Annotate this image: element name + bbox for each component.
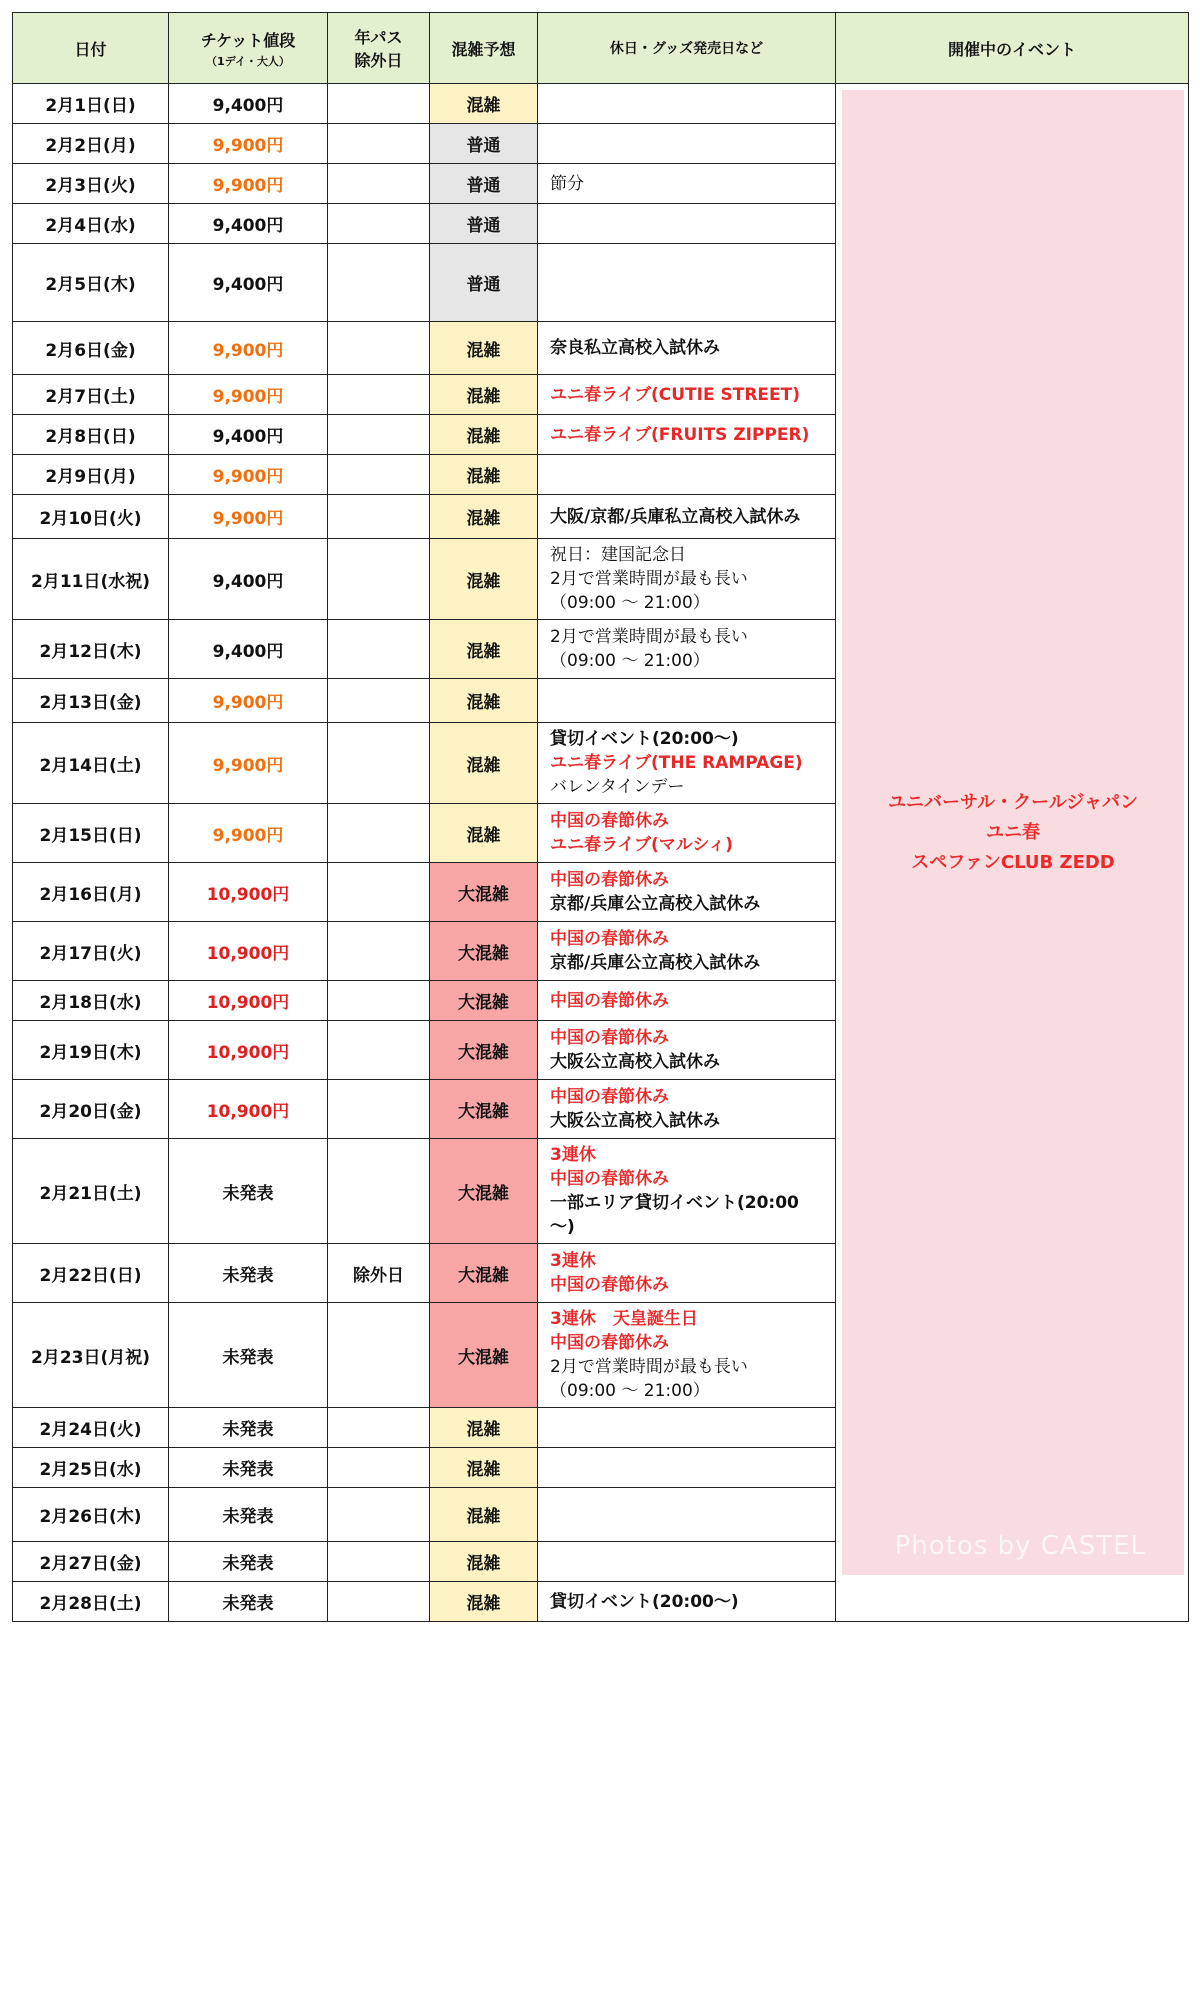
congestion-cell: 混雑 (430, 84, 538, 124)
annual-pass-cell (328, 1021, 430, 1080)
annual-pass-cell (328, 539, 430, 620)
congestion-cell: 大混雑 (430, 863, 538, 922)
holiday-notes-cell (538, 124, 836, 164)
price-cell: 10,900円 (169, 981, 328, 1021)
date-cell: 2月26日(木) (13, 1488, 169, 1542)
holiday-notes-cell (538, 1303, 836, 1408)
price-cell: 9,400円 (169, 204, 328, 244)
price-cell: 9,900円 (169, 164, 328, 204)
holiday-note: 3連休 天皇誕生日 (550, 1309, 698, 1329)
date-cell: 2月9日(月) (13, 455, 169, 495)
holiday-note: 中国の春節休み (550, 1275, 669, 1295)
holiday-note: 2月で営業時間が最も長い (550, 569, 748, 589)
holiday-notes-cell (538, 620, 836, 679)
price-cell: 9,900円 (169, 495, 328, 539)
price-cell: 10,900円 (169, 922, 328, 981)
header-row (13, 13, 1189, 84)
price-cell: 未発表 (169, 1582, 328, 1622)
date-cell: 2月7日(土) (13, 375, 169, 415)
congestion-cell: 混雑 (430, 1488, 538, 1542)
annual-pass-cell (328, 322, 430, 375)
price-cell: 9,900円 (169, 322, 328, 375)
annual-pass-cell (328, 1488, 430, 1542)
holiday-notes-cell (538, 164, 836, 204)
congestion-cell: 混雑 (430, 1542, 538, 1582)
annual-pass-cell (328, 1080, 430, 1139)
holiday-note: 大阪/京都/兵庫私立高校入試休み (550, 506, 801, 527)
congestion-cell: 大混雑 (430, 922, 538, 981)
holiday-note: 中国の春節休み (550, 1169, 669, 1189)
annual-pass-cell (328, 679, 430, 723)
holiday-note: 中国の春節休み (550, 1028, 669, 1048)
price-cell: 10,900円 (169, 1080, 328, 1139)
holiday-note: 大阪公立高校入試休み (550, 1052, 720, 1072)
price-cell: 9,900円 (169, 723, 328, 804)
annual-pass-cell: 除外日 (328, 1244, 430, 1303)
annual-pass-cell (328, 863, 430, 922)
price-cell: 未発表 (169, 1303, 328, 1408)
annual-pass-cell (328, 455, 430, 495)
header-price-label: チケット値段 (200, 30, 296, 50)
date-cell: 2月1日(日) (13, 84, 169, 124)
congestion-cell: 混雑 (430, 620, 538, 679)
date-cell: 2月28日(土) (13, 1582, 169, 1622)
date-cell: 2月18日(水) (13, 981, 169, 1021)
congestion-cell: 混雑 (430, 539, 538, 620)
holiday-note: 祝日：建国記念日 (550, 545, 686, 565)
congestion-cell: 大混雑 (430, 1244, 538, 1303)
holiday-notes-cell (538, 981, 836, 1021)
event-line: ユニ春 (986, 821, 1040, 843)
holiday-note: 中国の春節休み (550, 929, 669, 949)
price-cell: 未発表 (169, 1244, 328, 1303)
holiday-notes-cell (538, 804, 836, 863)
date-cell: 2月14日(土) (13, 723, 169, 804)
holiday-notes-cell (538, 244, 836, 322)
holiday-note: 中国の春節休み (550, 1333, 669, 1353)
date-cell: 2月10日(火) (13, 495, 169, 539)
congestion-cell: 大混雑 (430, 1021, 538, 1080)
annual-pass-cell (328, 981, 430, 1021)
holiday-notes-cell (538, 1139, 836, 1244)
annual-pass-cell (328, 1303, 430, 1408)
annual-pass-cell (328, 375, 430, 415)
congestion-cell: 混雑 (430, 375, 538, 415)
date-cell: 2月19日(木) (13, 1021, 169, 1080)
price-cell: 未発表 (169, 1448, 328, 1488)
table-row (13, 84, 1189, 124)
annual-pass-cell (328, 164, 430, 204)
event-line: スペファンCLUB ZEDD (911, 851, 1115, 873)
congestion-cell: 混雑 (430, 322, 538, 375)
date-cell: 2月21日(土) (13, 1139, 169, 1244)
congestion-cell: 混雑 (430, 495, 538, 539)
holiday-note: （09:00 ～ 21:00） (550, 1381, 710, 1401)
holiday-note: 中国の春節休み (550, 870, 669, 890)
date-cell: 2月2日(月) (13, 124, 169, 164)
holiday-note: ユニ春ライブ(THE RAMPAGE) (550, 753, 803, 773)
holiday-note: 節分 (550, 173, 584, 194)
date-cell: 2月24日(火) (13, 1408, 169, 1448)
congestion-cell: 普通 (430, 204, 538, 244)
congestion-cell: 混雑 (430, 679, 538, 723)
annual-pass-cell (328, 922, 430, 981)
annual-pass-cell (328, 1408, 430, 1448)
price-cell: 未発表 (169, 1408, 328, 1448)
date-cell: 2月17日(火) (13, 922, 169, 981)
congestion-cell: 普通 (430, 244, 538, 322)
header-holidays: 休日・グッズ発売日など (538, 13, 836, 84)
price-cell: 9,400円 (169, 620, 328, 679)
calendar-wrapper (12, 12, 1188, 1622)
holiday-note: 2月で営業時間が最も長い (550, 627, 748, 647)
holiday-notes-cell (538, 1448, 836, 1488)
price-cell: 10,900円 (169, 1021, 328, 1080)
holiday-note: 中国の春節休み (550, 811, 669, 831)
price-cell: 10,900円 (169, 863, 328, 922)
date-cell: 2月11日(水祝) (13, 539, 169, 620)
congestion-cell: 大混雑 (430, 981, 538, 1021)
annual-pass-cell (328, 1448, 430, 1488)
date-cell: 2月6日(金) (13, 322, 169, 375)
congestion-cell: 混雑 (430, 1448, 538, 1488)
date-cell: 2月20日(金) (13, 1080, 169, 1139)
holiday-note: 中国の春節休み (550, 990, 669, 1011)
header-date: 日付 (13, 13, 169, 84)
header-annual-pass (328, 13, 430, 84)
holiday-note: 3連休 (550, 1145, 596, 1165)
annual-pass-cell (328, 620, 430, 679)
congestion-cell: 大混雑 (430, 1139, 538, 1244)
date-cell: 2月13日(金) (13, 679, 169, 723)
holiday-note: 貸切イベント(20:00～) (550, 729, 739, 749)
congestion-cell: 大混雑 (430, 1303, 538, 1408)
holiday-notes-cell (538, 1021, 836, 1080)
holiday-note: 大阪公立高校入試休み (550, 1111, 720, 1131)
date-cell: 2月8日(日) (13, 415, 169, 455)
price-cell: 未発表 (169, 1488, 328, 1542)
holiday-notes-cell (538, 204, 836, 244)
holiday-notes-cell (538, 1542, 836, 1582)
calendar-body (13, 84, 1189, 1622)
annual-pass-cell (328, 1139, 430, 1244)
holiday-note: 貸切イベント(20:00～) (550, 1591, 739, 1612)
holiday-note: 京都/兵庫公立高校入試休み (550, 953, 761, 973)
date-cell: 2月22日(日) (13, 1244, 169, 1303)
holiday-notes-cell (538, 863, 836, 922)
header-congestion: 混雑予想 (430, 13, 538, 84)
annual-pass-cell (328, 495, 430, 539)
annual-pass-cell (328, 204, 430, 244)
congestion-cell: 混雑 (430, 1408, 538, 1448)
holiday-notes-cell (538, 1080, 836, 1139)
price-cell: 未発表 (169, 1139, 328, 1244)
congestion-cell: 普通 (430, 164, 538, 204)
holiday-notes-cell (538, 1408, 836, 1448)
annual-pass-cell (328, 1542, 430, 1582)
holiday-notes-cell (538, 415, 836, 455)
annual-pass-cell (328, 415, 430, 455)
header-annual-pass-line2: 除外日 (354, 51, 403, 70)
holiday-notes-cell (538, 84, 836, 124)
date-cell: 2月15日(日) (13, 804, 169, 863)
holiday-notes-cell (538, 495, 836, 539)
holiday-notes-cell (538, 679, 836, 723)
date-cell: 2月16日(月) (13, 863, 169, 922)
header-price-sub: （1デイ・大人） (206, 54, 290, 68)
date-cell: 2月12日(木) (13, 620, 169, 679)
annual-pass-cell (328, 723, 430, 804)
annual-pass-cell (328, 124, 430, 164)
congestion-cell: 混雑 (430, 804, 538, 863)
annual-pass-cell (328, 84, 430, 124)
annual-pass-cell (328, 804, 430, 863)
holiday-note: 2月で営業時間が最も長い (550, 1357, 748, 1377)
congestion-cell: 混雑 (430, 455, 538, 495)
congestion-cell: 混雑 (430, 723, 538, 804)
holiday-note: 一部エリア貸切イベント(20:00～) (550, 1193, 799, 1237)
price-cell: 9,400円 (169, 84, 328, 124)
price-cell: 9,900円 (169, 679, 328, 723)
congestion-cell: 混雑 (430, 415, 538, 455)
congestion-calendar-table (12, 12, 1189, 1622)
holiday-notes-cell (538, 1244, 836, 1303)
price-cell: 9,900円 (169, 124, 328, 164)
date-cell: 2月27日(金) (13, 1542, 169, 1582)
holiday-note: ユニ春ライブ(FRUITS ZIPPER) (550, 424, 810, 445)
date-cell: 2月25日(水) (13, 1448, 169, 1488)
congestion-cell: 混雑 (430, 1582, 538, 1622)
holiday-note: バレンタインデー (550, 777, 685, 797)
events-cell (836, 84, 1189, 1622)
holiday-notes-cell (538, 1488, 836, 1542)
holiday-note: 中国の春節休み (550, 1087, 669, 1107)
price-cell: 9,400円 (169, 244, 328, 322)
holiday-notes-cell (538, 922, 836, 981)
holiday-note: 3連休 (550, 1251, 596, 1271)
header-price (169, 13, 328, 84)
holiday-note: （09:00 ～ 21:00） (550, 593, 710, 613)
annual-pass-cell (328, 244, 430, 322)
price-cell: 9,900円 (169, 375, 328, 415)
price-cell: 9,900円 (169, 455, 328, 495)
price-cell: 9,400円 (169, 539, 328, 620)
holiday-notes-cell (538, 375, 836, 415)
photo-credit-watermark: Photos by CASTEL (894, 1531, 1146, 1561)
congestion-cell: 大混雑 (430, 1080, 538, 1139)
date-cell: 2月3日(火) (13, 164, 169, 204)
holiday-note: ユニ春ライブ(CUTIE STREET) (550, 384, 801, 405)
holiday-note: （09:00 ～ 21:00） (550, 651, 710, 671)
holiday-note: 奈良私立高校入試休み (550, 338, 720, 358)
holiday-notes-cell (538, 539, 836, 620)
price-cell: 未発表 (169, 1542, 328, 1582)
date-cell: 2月5日(木) (13, 244, 169, 322)
header-annual-pass-line1: 年パス (354, 28, 403, 47)
header-events: 開催中のイベント (836, 13, 1189, 84)
date-cell: 2月4日(水) (13, 204, 169, 244)
holiday-notes-cell (538, 1582, 836, 1622)
price-cell: 9,900円 (169, 804, 328, 863)
holiday-notes-cell (538, 322, 836, 375)
annual-pass-cell (328, 1582, 430, 1622)
holiday-note: ユニ春ライブ(マルシィ) (550, 835, 734, 855)
holiday-notes-cell (538, 455, 836, 495)
date-cell: 2月23日(月祝) (13, 1303, 169, 1408)
event-line: ユニバーサル・クールジャパン (888, 791, 1138, 813)
holiday-note: 京都/兵庫公立高校入試休み (550, 894, 761, 914)
congestion-cell: 普通 (430, 124, 538, 164)
price-cell: 9,400円 (169, 415, 328, 455)
events-box (842, 90, 1184, 1575)
holiday-notes-cell (538, 723, 836, 804)
